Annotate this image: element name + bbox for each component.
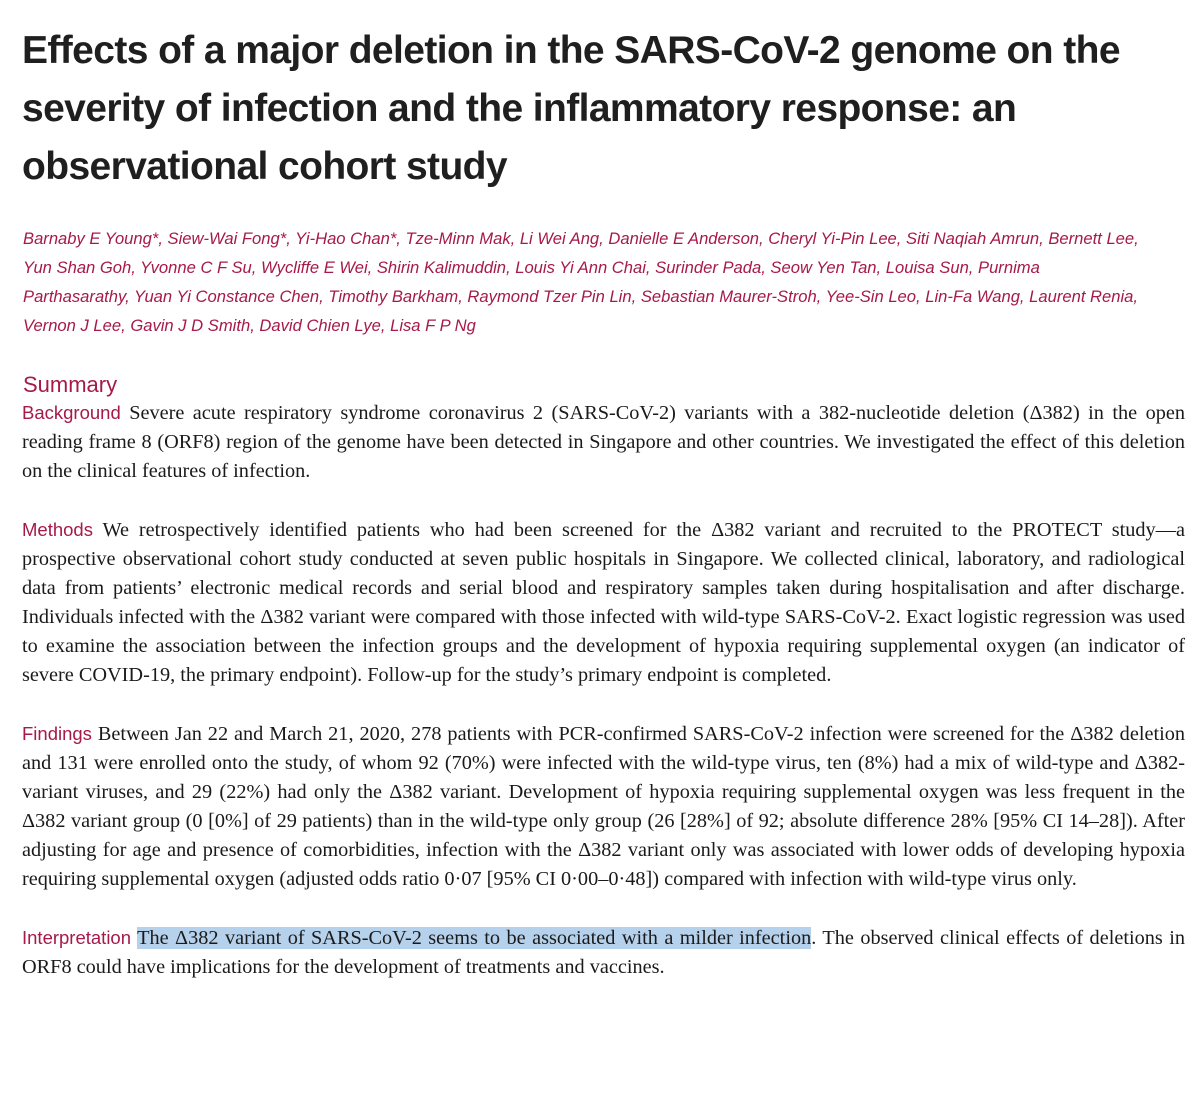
interpretation-section xyxy=(22,923,1185,982)
author-list: Barnaby E Young*, Siew-Wai Fong*, Yi-Hao Chan*, Tze-Minn Mak, Li Wei Ang, Danielle E Anderson, Cheryl Yi-Pin Lee, Siti Naqiah Amrun, Bernett Lee, Yun Shan Goh, Yvonne C F Su, Wycliffe E Wei, Shirin Kalimuddin, Louis Yi Ann Chai, Surinder Pada, Seow Yen Tan, Louisa Sun, Purnima Parthasarathy, Yuan Yi Constance Chen, Timothy Barkham, Raymond Tzer Pin Lin, Sebastian Maurer-Stroh, Yee-Sin Leo, Lin-Fa Wang, Laurent Renia, Vernon J Lee, Gavin J D Smith, David Chien Lye, Lisa F P Ng xyxy=(23,229,1139,335)
summary-heading: Summary xyxy=(23,372,118,397)
methods-section xyxy=(22,515,1185,690)
findings-label: Findings xyxy=(22,723,92,744)
background-text: Severe acute respiratory syndrome coronavirus 2 (SARS-CoV-2) variants with a 382-nucleotide deletion (Δ382) in the open reading frame 8 (ORF8) region of the genome have been detected in Singapore and other countries. We investigated the effect of this deletion on the clinical features of infection. xyxy=(22,402,1185,482)
background-label: Background xyxy=(22,402,121,423)
interpretation-label: Interpretation xyxy=(22,927,132,948)
methods-label: Methods xyxy=(22,519,93,540)
article-page xyxy=(22,22,1185,982)
findings-section xyxy=(22,719,1185,894)
highlighted-text-selection[interactable]: The Δ382 variant of SARS-CoV-2 seems to be associated with a milder infection xyxy=(137,927,812,949)
background-section xyxy=(22,398,1185,486)
findings-text: Between Jan 22 and March 21, 2020, 278 patients with PCR-confirmed SARS-CoV-2 infection were screened for the Δ382 deletion and 131 were enrolled onto the study, of whom 92 (70%) were infected with the wild-type virus, ten (8%) had a mix of wild-type and Δ382-variant viruses, and 29 (22%) had only the Δ382 variant. Development of hypoxia requiring supplemental oxygen was less frequent in the Δ382 variant group (0 [0%] of 29 patients) than in the wild-type only group (26 [28%] of 92; absolute difference 28% [95% CI 14–28]). After adjusting for age and presence of comorbidities, infection with the Δ382 variant only was associated with lower odds of developing hypoxia requiring supplemental oxygen (adjusted odds ratio 0·07 [95% CI 0·00–0·48]) compared with infection with wild-type virus only. xyxy=(22,723,1186,890)
interpretation-text: . The observed clinical effects of deletions in ORF8 could have implications for the development of treatments and vaccines. xyxy=(22,927,1185,978)
methods-text: We retrospectively identified patients who had been screened for the Δ382 variant and recruited to the PROTECT study—a prospective observational cohort study conducted at seven public hospitals in Singapore. We collected clinical, laboratory, and radiological data from patients’ electronic medical records and serial blood and respiratory samples taken during hospitalisation and after discharge. Individuals infected with the Δ382 variant were compared with those infected with wild-type SARS-CoV-2. Exact logistic regression was used to examine the association between the infection groups and the development of hypoxia requiring supplemental oxygen (an indicator of severe COVID-19, the primary endpoint). Follow-up for the study’s primary endpoint is completed. xyxy=(22,519,1185,686)
article-title: Effects of a major deletion in the SARS-CoV-2 genome on the severity of infection and the inflammatory response: an observational cohort study xyxy=(22,29,1120,188)
